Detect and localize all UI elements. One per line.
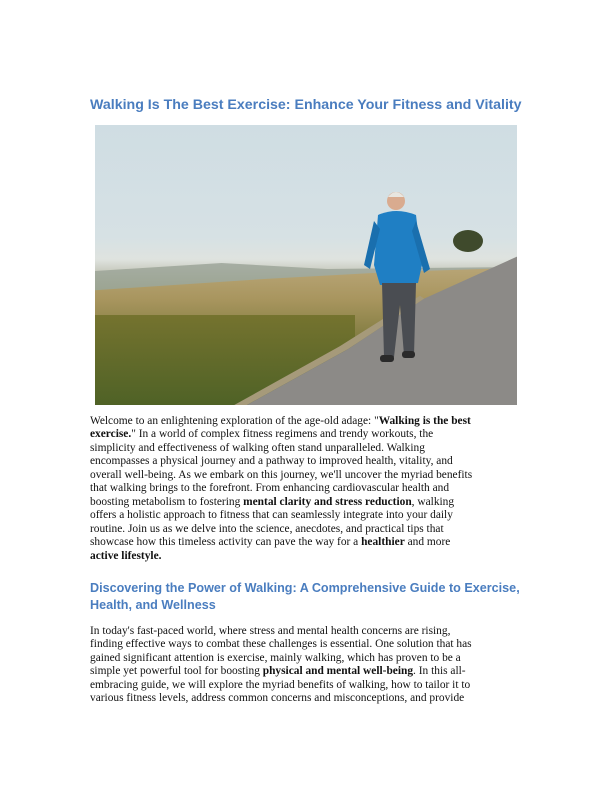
bold-text: physical and mental well-being — [262, 665, 414, 678]
bold-text: mental clarity and stress reduction — [243, 495, 412, 508]
text-line — [90, 550, 472, 563]
text-span: showcase how this timeless activity can pave the way for a — [90, 536, 362, 549]
text-line — [90, 638, 472, 651]
intro-paragraph — [90, 415, 472, 563]
text-line — [90, 482, 472, 495]
photo-tree — [453, 230, 483, 252]
text-span: finding effective ways to combat these challenges is essential. One solution that has — [90, 638, 472, 651]
text-span: simplicity and effectiveness of walking often stand unparalleled. Walking — [90, 441, 425, 454]
text-span: routine. Join us as we delve into the science, anecdotes, and practical tips that — [90, 522, 444, 535]
text-line — [90, 679, 472, 692]
text-line — [90, 625, 472, 638]
text-span: In today's fast-paced world, where stress and mental health concerns are rising, — [90, 625, 451, 637]
bold-text: healthier — [361, 536, 405, 549]
text-span: " In a world of complex fitness regimens and trendy workouts, the — [131, 428, 434, 441]
text-line — [90, 509, 472, 522]
text-span: gained significant attention is exercise, mainly walking, which has proven to be a — [90, 651, 461, 664]
text-span: encompasses a physical journey and a pathway to improved health, vitality, and — [90, 455, 453, 468]
text-line — [90, 496, 472, 509]
section-heading — [90, 580, 520, 614]
text-line — [90, 652, 472, 665]
text-line — [90, 665, 472, 678]
text-span: and more — [404, 536, 451, 549]
text-span: offers a holistic approach to fitness that can seamlessly integrate into your daily — [90, 509, 453, 522]
page-title: Walking Is The Best Exercise: Enhance Your Fitness and Vitality — [90, 97, 522, 113]
bold-text: exercise. — [90, 428, 132, 441]
text-span: Welcome to an enlightening exploration of the age-old adage: " — [90, 415, 379, 427]
text-span: . In this all- — [413, 665, 466, 678]
text-span: various fitness levels, address common concerns and misconceptions, and provide — [90, 692, 465, 705]
body-paragraph — [90, 625, 472, 706]
text-span: boosting metabolism to fostering — [90, 495, 244, 508]
text-line — [90, 428, 472, 441]
section-heading-line: Health, and Wellness — [90, 598, 216, 612]
bold-text: active lifestyle. — [90, 549, 162, 562]
section-heading-line: Discovering the Power of Walking: A Comprehensive Guide to Exercise, — [90, 581, 520, 595]
text-span: , walking — [411, 495, 455, 508]
text-line — [90, 442, 472, 455]
text-line — [90, 455, 472, 468]
text-span: that walking brings to the forefront. From enhancing cardiovascular health and — [90, 482, 450, 495]
text-line — [90, 523, 472, 536]
text-line — [90, 469, 472, 482]
bold-text: Walking is the best — [378, 415, 471, 427]
text-line — [90, 536, 472, 549]
text-span: simple yet powerful tool for boosting — [90, 665, 263, 678]
text-line — [90, 692, 472, 705]
text-span: embracing guide, we will explore the myriad benefits of walking, how to tailor it to — [90, 678, 471, 691]
text-span: overall well-being. As we embark on this journey, we'll uncover the myriad benefits — [90, 468, 473, 481]
text-line — [90, 415, 472, 428]
photo-walking-man — [360, 185, 440, 385]
hero-photo — [95, 125, 517, 405]
